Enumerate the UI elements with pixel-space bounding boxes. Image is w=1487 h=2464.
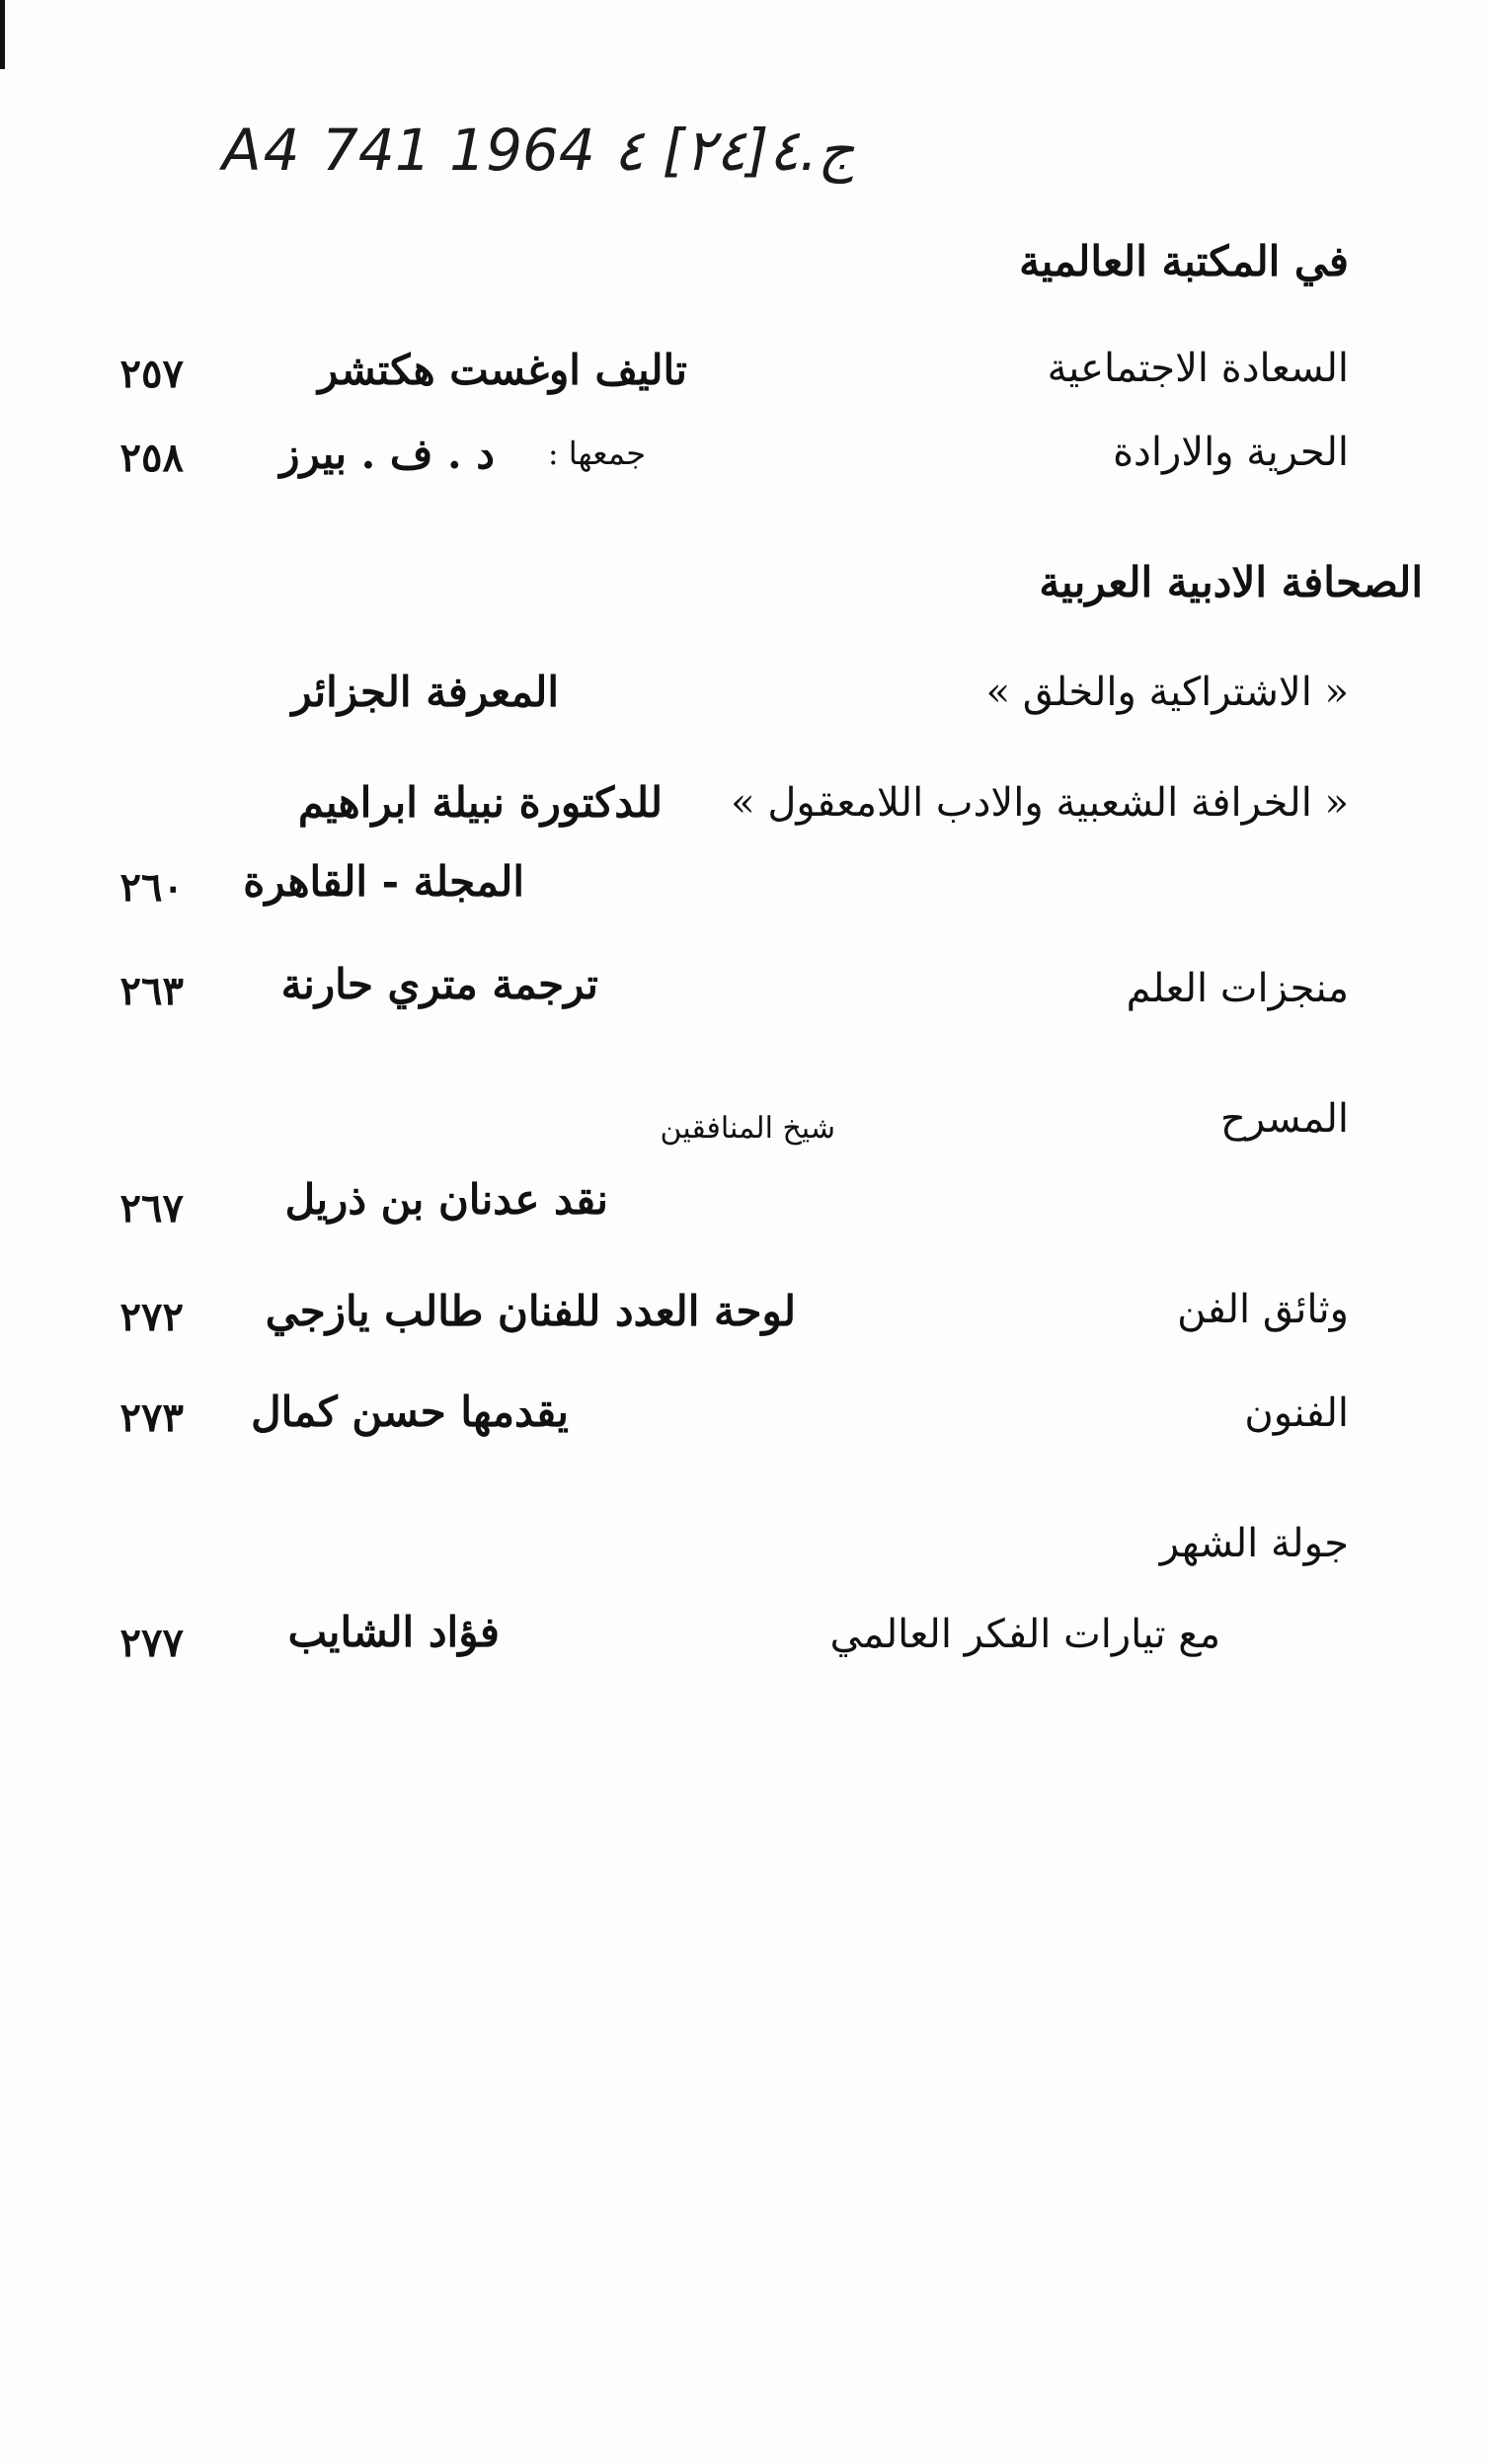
scan-edge-mark — [0, 0, 5, 69]
entry-page-number: ٢٧٧ — [119, 1620, 184, 1666]
entry-author: ترجمة متري حارنة — [280, 960, 598, 1008]
entry-page-number: ٢٦٧ — [119, 1185, 184, 1232]
entry-subtitle: لوحة العدد للفنان طالب يازجي — [265, 1287, 796, 1335]
entry-title: المسرح — [1220, 1096, 1349, 1142]
entry-source: المعرفة الجزائر — [291, 668, 559, 716]
entry-page-number: ٢٧٢ — [119, 1294, 184, 1340]
entry-author: يقدمها حسن كمال — [251, 1388, 569, 1436]
entry-source: المجلة - القاهرة — [243, 857, 524, 906]
section-heading-world-library: في المكتبة العالمية — [1019, 237, 1349, 285]
entry-author: تاليف اوغست هكتشر — [318, 346, 687, 394]
handwritten-reference: A4 ﺝ.٤[٢٤] ٤ 1964 741 — [222, 117, 855, 184]
entry-author-prefix: جمعها : — [547, 435, 646, 472]
entry-title: وثائق الفن — [1177, 1287, 1349, 1332]
entry-title: منجزات العلم — [1126, 966, 1349, 1011]
entry-author: فؤاد الشايب — [287, 1608, 500, 1656]
entry-subtitle: شيخ المنافقين — [660, 1111, 835, 1146]
entry-author: د . ف . بيرز — [279, 430, 495, 478]
entry-page-number: ٢٥٧ — [119, 351, 184, 397]
section-heading-arab-press: الصحافة الادبية العربية — [1039, 558, 1423, 606]
entry-title: الفنون — [1244, 1391, 1349, 1436]
entry-page-number: ٢٥٨ — [119, 435, 184, 481]
entry-title: « الاشتراكية والخلق » — [985, 670, 1349, 715]
entry-title: الحرية والارادة — [1113, 430, 1349, 475]
entry-title: جولة الشهر — [1159, 1521, 1349, 1566]
entry-author: للدكتورة نبيلة ابراهيم — [297, 778, 663, 827]
entry-title: « الخرافة الشعبية والادب اللامعقول » — [731, 780, 1349, 826]
entry-page-number: ٢٦٣ — [119, 968, 184, 1014]
entry-author: نقد عدنان بن ذريل — [284, 1175, 608, 1224]
entry-page-number: ٢٧٣ — [119, 1394, 184, 1441]
entry-title: السعادة الاجتماعية — [1047, 346, 1349, 391]
entry-page-number: ٢٦٠ — [119, 864, 184, 911]
entry-subtitle: مع تيارات الفكر العالمي — [829, 1612, 1220, 1657]
